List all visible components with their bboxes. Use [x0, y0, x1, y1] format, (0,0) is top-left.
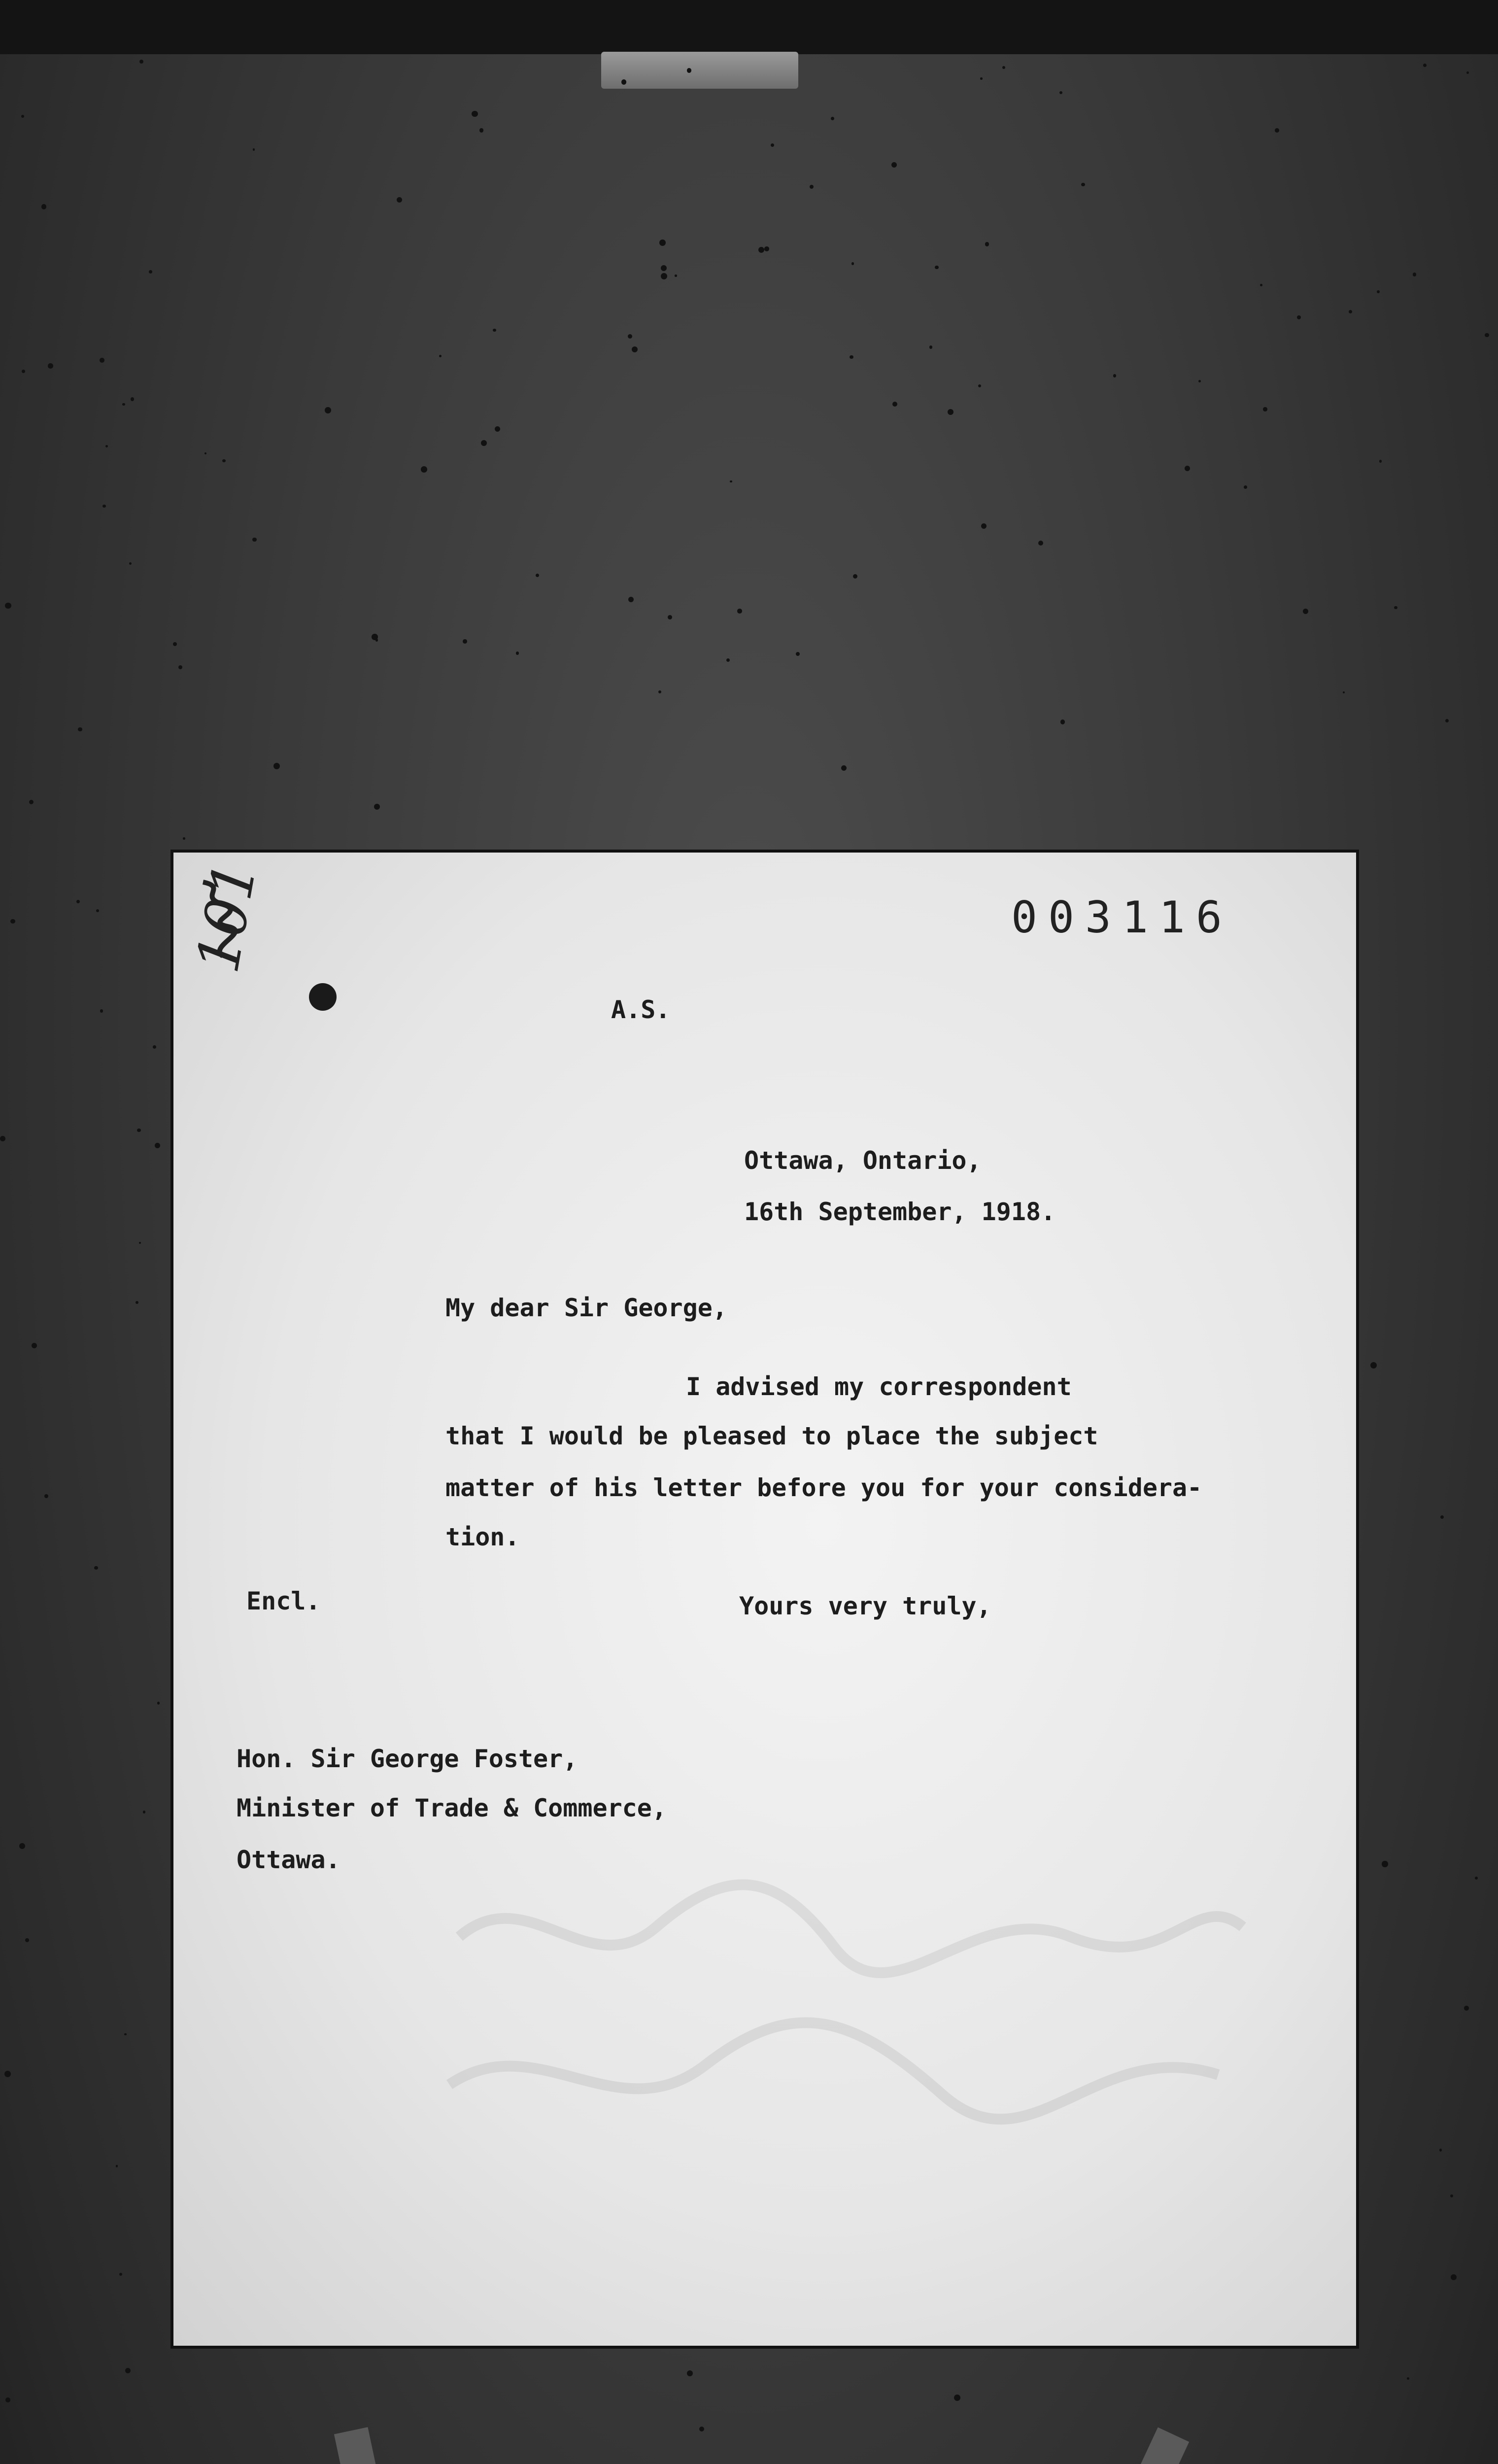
film-speck: [954, 2395, 960, 2401]
film-speck: [25, 1938, 29, 1942]
film-speck: [10, 919, 15, 924]
film-speck: [153, 1045, 156, 1049]
film-speck: [1394, 606, 1397, 610]
film-speck: [831, 117, 834, 120]
film-speck: [19, 1843, 25, 1849]
body-line: tion.: [445, 1523, 520, 1551]
film-speck: [980, 77, 982, 79]
recipient-line: Ottawa.: [237, 1846, 340, 1874]
film-speck: [397, 197, 402, 203]
body-line: that I would be pleased to place the subject: [445, 1422, 1098, 1450]
mounting-tape: [601, 52, 798, 89]
film-speck: [1185, 466, 1190, 471]
film-speck: [985, 242, 989, 246]
bleed-through-signature: [430, 1838, 1267, 2183]
film-speck: [41, 204, 47, 209]
body-line: matter of his letter before you for your considera-: [445, 1473, 1202, 1502]
film-speck: [5, 603, 11, 609]
film-speck: [100, 1009, 103, 1013]
film-speck: [1413, 273, 1416, 276]
film-speck: [730, 480, 732, 482]
film-speck: [1263, 407, 1267, 411]
film-speck: [737, 609, 742, 614]
film-speck: [149, 270, 152, 274]
film-speck: [1081, 183, 1085, 186]
film-speck: [632, 346, 638, 352]
film-speck: [463, 639, 467, 644]
recipient-line: Hon. Sir George Foster,: [237, 1745, 578, 1773]
film-speck: [4, 2071, 11, 2077]
film-speck: [1198, 380, 1201, 382]
film-speck: [675, 274, 677, 276]
film-speck: [155, 1143, 160, 1148]
film-speck: [29, 800, 34, 805]
film-speck: [472, 111, 478, 117]
film-speck: [139, 1242, 141, 1244]
film-speck: [1297, 315, 1301, 319]
film-speck: [981, 523, 987, 529]
recipient-line: Minister of Trade & Commerce,: [237, 1794, 667, 1822]
film-speck: [479, 128, 483, 132]
film-speck: [96, 909, 99, 912]
film-speck: [935, 266, 939, 270]
film-speck: [122, 403, 125, 406]
film-speck: [1002, 66, 1005, 69]
film-speck: [421, 466, 427, 473]
film-speck: [1303, 609, 1308, 614]
punch-hole: [309, 983, 337, 1011]
film-speck: [137, 1129, 140, 1132]
film-speck: [841, 765, 847, 771]
film-speck: [628, 334, 632, 339]
film-speck: [1343, 691, 1345, 693]
film-speck: [1370, 1362, 1377, 1369]
film-speck: [481, 440, 487, 446]
film-speck: [659, 240, 666, 246]
film-speck: [78, 727, 82, 731]
film-speck: [978, 384, 981, 387]
film-speck: [94, 1566, 98, 1570]
film-speck: [44, 1494, 48, 1498]
film-speck: [1382, 1861, 1388, 1867]
film-speck: [124, 2033, 127, 2036]
film-speck: [183, 837, 185, 840]
film-speck: [131, 397, 134, 401]
film-speck: [668, 615, 672, 619]
film-speck: [157, 1702, 160, 1705]
film-speck: [1260, 284, 1262, 286]
place-line: Ottawa, Ontario,: [744, 1146, 982, 1175]
folio-number: 003116: [1011, 892, 1233, 943]
film-speck: [621, 79, 627, 85]
film-speck: [687, 2370, 693, 2376]
margin-note: 101: [183, 856, 270, 978]
film-speck: [1475, 1877, 1478, 1880]
film-speck: [1485, 333, 1489, 337]
film-speck: [0, 1136, 5, 1141]
enclosure-note: Encl.: [246, 1587, 321, 1615]
film-speck: [1451, 2274, 1457, 2280]
film-speck: [143, 1811, 145, 1813]
film-speck: [1464, 2006, 1469, 2011]
film-speck: [1407, 2377, 1409, 2380]
film-speck: [1466, 71, 1469, 74]
film-speck: [658, 690, 661, 693]
film-speck: [850, 355, 853, 359]
film-speck: [116, 2165, 118, 2167]
film-speck: [1113, 374, 1116, 377]
film-speck: [325, 407, 331, 413]
film-speck: [1423, 64, 1427, 67]
film-speck: [100, 358, 104, 363]
film-speck: [661, 273, 667, 279]
film-speck: [439, 355, 442, 357]
salutation: My dear Sir George,: [445, 1294, 727, 1322]
film-speck: [1060, 719, 1065, 724]
date-line: 16th September, 1918.: [744, 1198, 1056, 1226]
initials: A.S.: [611, 995, 671, 1024]
film-speck: [687, 68, 692, 73]
film-top-edge: [0, 0, 1498, 54]
body-line: I advised my correspondent: [686, 1372, 1072, 1401]
film-speck: [764, 246, 769, 251]
film-speck: [102, 505, 106, 508]
film-speck: [1377, 290, 1380, 293]
closing: Yours very truly,: [739, 1592, 991, 1620]
film-speck: [810, 185, 814, 189]
letter-sheet: [173, 853, 1356, 2346]
film-speck: [48, 363, 53, 369]
film-speck: [5, 2397, 10, 2402]
film-speck: [628, 597, 634, 602]
